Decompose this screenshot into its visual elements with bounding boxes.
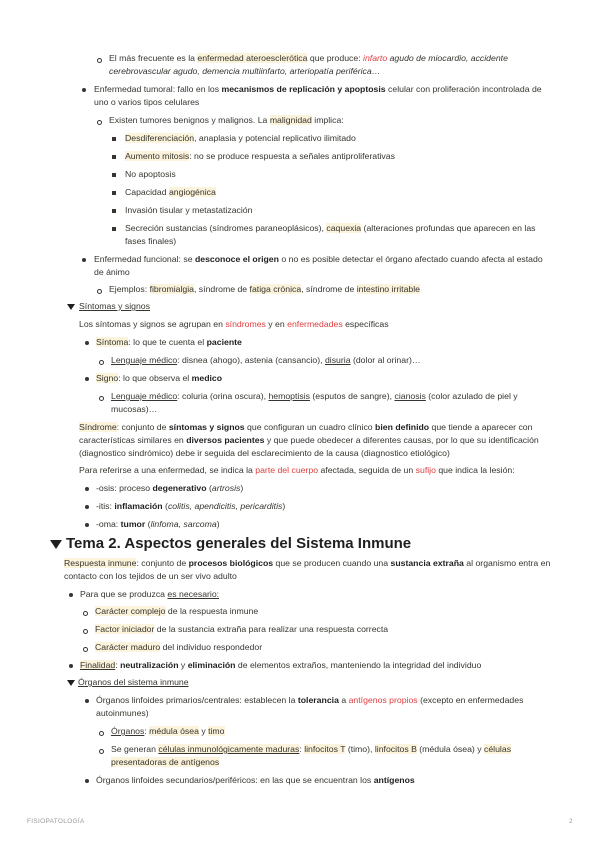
text-line: cerebrovascular agudo, demencia multiinfarto, arteriopatía periférica… bbox=[109, 66, 381, 76]
text-line: Aumento mitosis: no se produce respuesta a señales antiproliferativas bbox=[125, 151, 395, 161]
text-line: características similares en diversos pacientes y que puede obedecer a diferentes causas, por lo que su identificación bbox=[79, 435, 539, 445]
square-bullet-icon bbox=[112, 191, 116, 195]
disc-bullet-icon bbox=[85, 523, 89, 527]
text-line: fases finales) bbox=[125, 236, 177, 246]
text-line: Carácter complejo de la respuesta inmune bbox=[95, 606, 259, 616]
text-line: Enfermedad tumoral: fallo en los mecanismos de replicación y apoptosis celular con proliferación incontrolada de bbox=[94, 84, 542, 94]
disc-bullet-icon bbox=[69, 593, 73, 597]
disc-bullet-icon bbox=[85, 377, 89, 381]
circle-bullet-icon bbox=[99, 749, 104, 754]
text-line: Carácter maduro del individuo respondedor bbox=[95, 642, 263, 652]
text-line: Secreción sustancias (síndromes paraneoplásicos), caquexia (alteraciones profundas que aparecen en las bbox=[125, 223, 536, 233]
toggle-triangle-icon[interactable] bbox=[67, 304, 75, 310]
text-line: Se generan células inmunológicamente maduras: linfocitos T (timo), linfocitos B (médula ósea) y células bbox=[111, 744, 512, 754]
circle-bullet-icon bbox=[97, 120, 102, 125]
text-line: -osis: proceso degenerativo (artrosis) bbox=[96, 483, 244, 493]
text-line: Lenguaje médico: coluria (orina oscura), hemoptisis (esputos de sangre), cianosis (color azulado de piel y bbox=[111, 391, 518, 401]
text-line: Síndrome: conjunto de síntomas y signos que configuran un cuadro clínico bien definido que tiende a aparecer con bbox=[79, 422, 533, 432]
disc-bullet-icon bbox=[82, 88, 86, 92]
text-line: Existen tumores benignos y malignos. La malignidad implica: bbox=[109, 115, 344, 125]
toggle-heading[interactable]: Síntomas y signos bbox=[79, 301, 150, 311]
footer-title: FISIOPATOLOGÍA bbox=[27, 818, 85, 825]
disc-bullet-icon bbox=[85, 779, 89, 783]
circle-bullet-icon bbox=[99, 731, 104, 736]
square-bullet-icon bbox=[112, 209, 116, 213]
circle-bullet-icon bbox=[83, 629, 88, 634]
square-bullet-icon bbox=[112, 155, 116, 159]
text-line: Para referirse a una enfermedad, se indica la parte del cuerpo afectada, seguida de un sufijo que indica la lesión: bbox=[79, 465, 515, 475]
circle-bullet-icon bbox=[97, 58, 102, 63]
text-line: autoinmunes) bbox=[96, 708, 149, 718]
toggle-triangle-icon[interactable] bbox=[67, 680, 75, 686]
text-line: mucosas)… bbox=[111, 404, 158, 414]
disc-bullet-icon bbox=[85, 505, 89, 509]
text-line: de ánimo bbox=[94, 267, 130, 277]
text-line: Órganos: médula ósea y timo bbox=[111, 726, 225, 736]
text-line: Signo: lo que observa el medico bbox=[96, 373, 223, 383]
disc-bullet-icon bbox=[85, 341, 89, 345]
square-bullet-icon bbox=[112, 137, 116, 141]
circle-bullet-icon bbox=[99, 396, 104, 401]
text-line: Factor iniciador de la sustancia extraña para realizar una respuesta correcta bbox=[95, 624, 389, 634]
disc-bullet-icon bbox=[82, 258, 86, 262]
square-bullet-icon bbox=[112, 173, 116, 177]
circle-bullet-icon bbox=[83, 611, 88, 616]
text-line: contacto con los tejidos de un ser vivo adulto bbox=[64, 571, 237, 581]
text-line: Desdiferenciación, anaplasia y potencial replicativo ilimitado bbox=[125, 133, 356, 143]
text-line: Para que se produzca es necesario: bbox=[80, 589, 220, 599]
disc-bullet-icon bbox=[85, 487, 89, 491]
text-line: Ejemplos: fibromialgia, síndrome de fatiga crónica, síndrome de intestino irritable bbox=[109, 284, 421, 294]
text-line: El más frecuente es la enfermedad ateroesclerótica que produce: infarto agudo de miocardio, accidente bbox=[109, 53, 508, 63]
text-line: -itis: inflamación (colitis, apendicitis, pericarditis) bbox=[96, 501, 286, 511]
text-line: Invasión tisular y metastatización bbox=[125, 205, 253, 215]
text-line: presentadoras de antígenos bbox=[111, 757, 220, 767]
text-line: Síntoma: lo que te cuenta el paciente bbox=[96, 337, 242, 347]
text-line: No apoptosis bbox=[125, 169, 176, 179]
text-line: Capacidad angiogénica bbox=[125, 187, 216, 197]
text-line: Finalidad: neutralización y eliminación de elementos extraños, manteniendo la integridad del individuo bbox=[80, 660, 482, 670]
text-line: uno o varios tipos celulares bbox=[94, 97, 200, 107]
page-number: 2 bbox=[569, 818, 573, 825]
toggle-triangle-icon[interactable] bbox=[50, 540, 62, 549]
circle-bullet-icon bbox=[97, 289, 102, 294]
text-line: Respuesta inmune: conjunto de procesos biológicos que se producen cuando una sustancia extraña al organismo entra en bbox=[64, 558, 551, 568]
text-line: (diagnostico sindrómico) debe ir seguida del esclarecimiento de la causa (diagnostico etiológico) bbox=[79, 448, 450, 458]
text-line: -oma: tumor (linfoma, sarcoma) bbox=[96, 519, 220, 529]
text-line: Órganos linfoides secundarios/periféricos: en las que se encuentran los antígenos bbox=[96, 775, 415, 785]
disc-bullet-icon bbox=[85, 699, 89, 703]
text-line: Los síntomas y signos se agrupan en síndromes y en enfermedades específicas bbox=[79, 319, 389, 329]
circle-bullet-icon bbox=[83, 647, 88, 652]
disc-bullet-icon bbox=[69, 664, 73, 668]
square-bullet-icon bbox=[112, 227, 116, 231]
circle-bullet-icon bbox=[99, 360, 104, 365]
text-line: Órganos linfoides primarios/centrales: establecen la tolerancia a antígenos propios (excepto en enfermedades bbox=[96, 695, 524, 705]
section-heading[interactable]: Tema 2. Aspectos generales del Sistema Inmune bbox=[66, 535, 412, 552]
text-line: Lenguaje médico: disnea (ahogo), astenia (cansancio), disuria (dolor al orinar)… bbox=[111, 355, 421, 365]
toggle-heading[interactable]: Órganos del sistema inmune bbox=[78, 677, 189, 687]
text-line: Enfermedad funcional: se desconoce el origen o no es posible detectar el órgano afectado cuando afecta al estado bbox=[94, 254, 543, 264]
